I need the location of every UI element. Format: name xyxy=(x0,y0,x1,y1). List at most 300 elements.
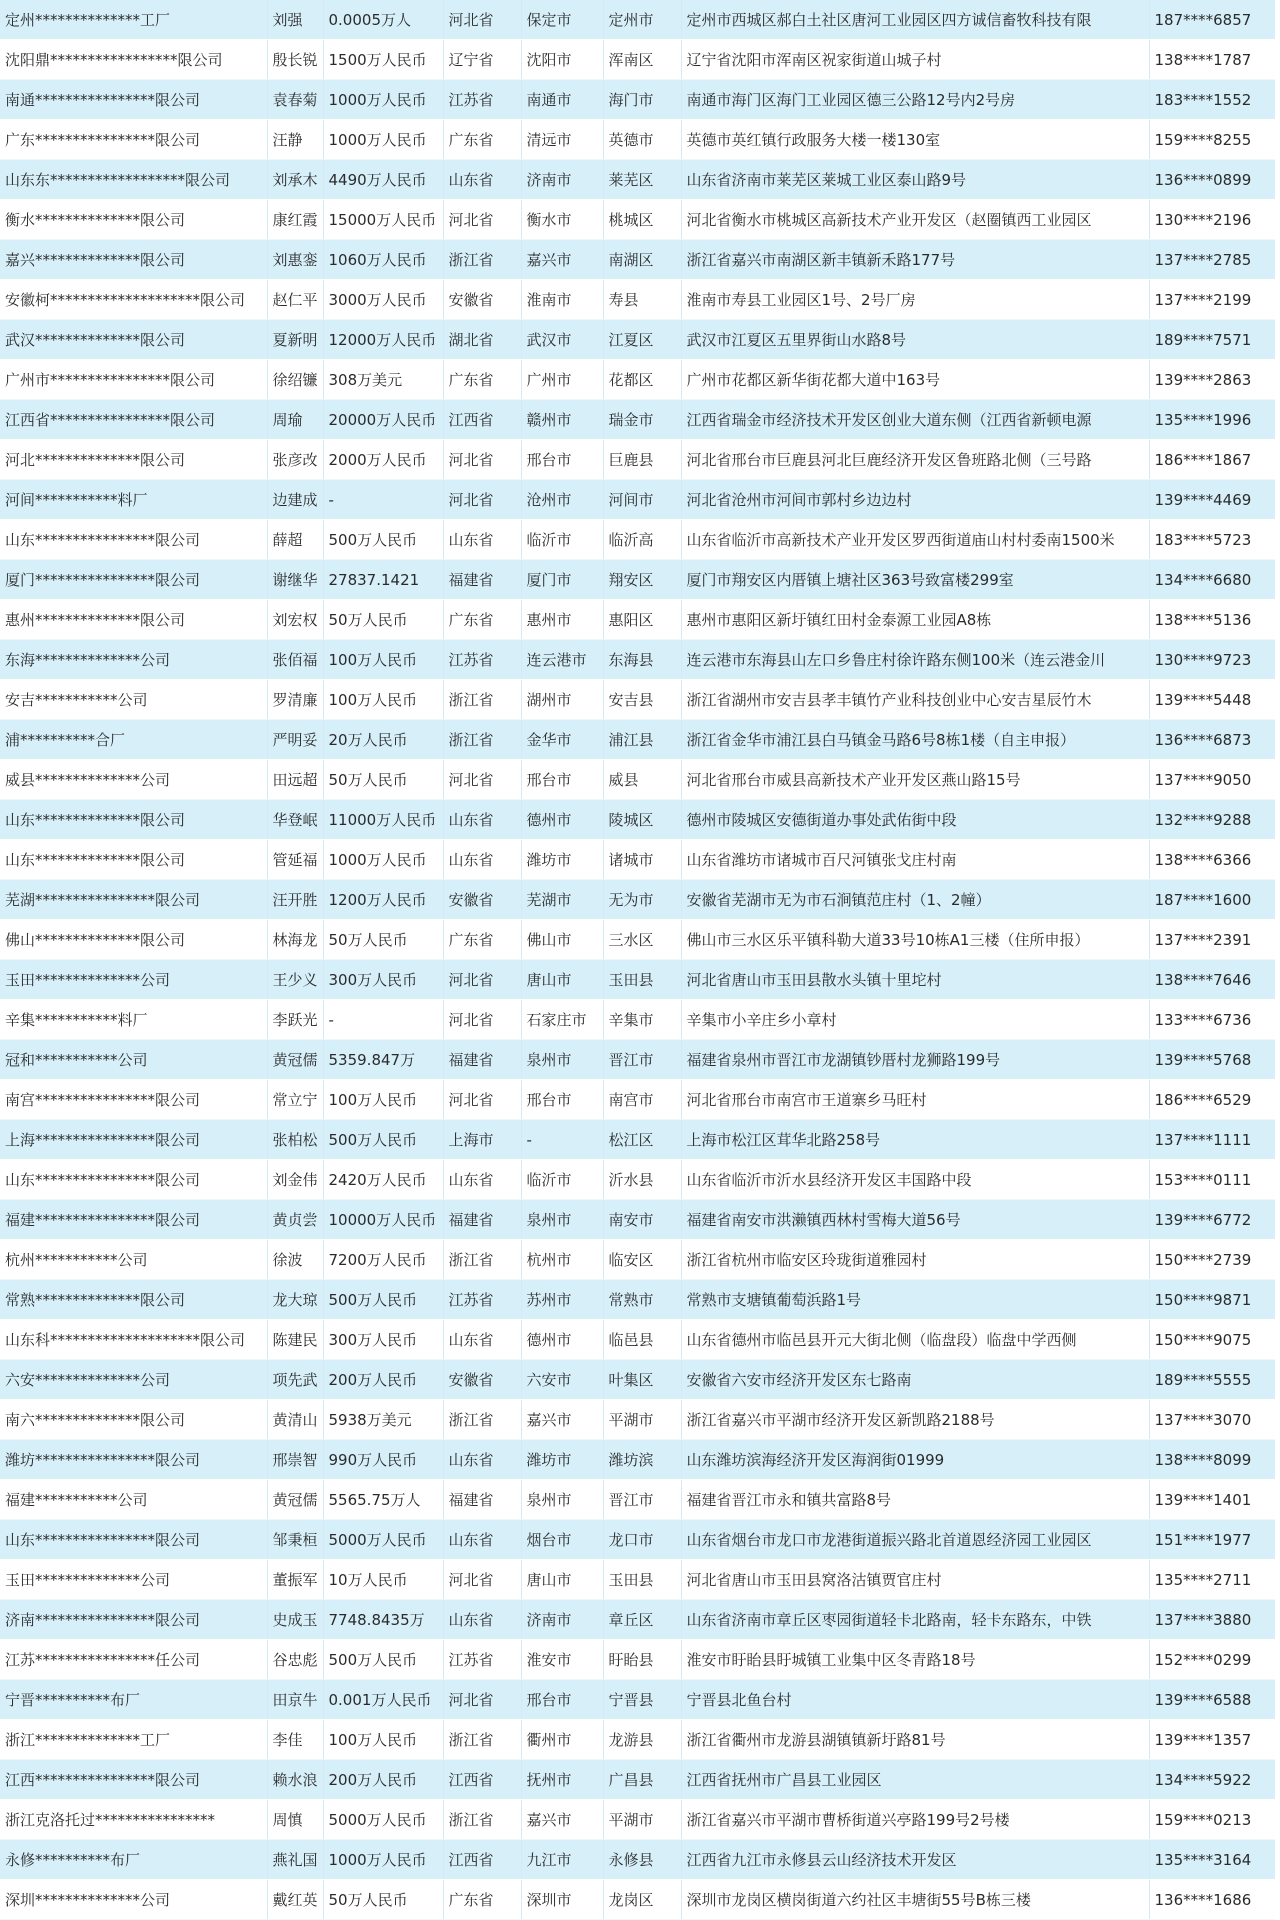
company-name-cell: 福建****************限公司 xyxy=(0,1200,267,1240)
city-cell: 苏州市 xyxy=(521,1280,603,1320)
phone-cell: 189****7571 xyxy=(1149,320,1275,360)
address-cell: 淮安市盱眙县盱城镇工业集中区冬青路18号 xyxy=(681,1640,1149,1680)
district-cell: 沂水县 xyxy=(603,1160,681,1200)
legal-person-cell: 黄冠儒 xyxy=(267,1040,323,1080)
phone-cell: 138****8099 xyxy=(1149,1440,1275,1480)
district-cell: 翔安区 xyxy=(603,560,681,600)
city-cell: 连云港市 xyxy=(521,640,603,680)
phone-cell: 137****1111 xyxy=(1149,1120,1275,1160)
table-row xyxy=(0,320,1275,360)
district-cell: 常熟市 xyxy=(603,1280,681,1320)
city-cell: 保定市 xyxy=(521,0,603,40)
table-row xyxy=(0,40,1275,80)
registered-capital-cell: 200万人民币 xyxy=(323,1760,443,1800)
registered-capital-cell: 308万美元 xyxy=(323,360,443,400)
address-cell: 河北省邢台市巨鹿县河北巨鹿经济开发区鲁班路北侧（三号路 xyxy=(681,440,1149,480)
province-cell: 浙江省 xyxy=(443,1800,521,1840)
city-cell: 清远市 xyxy=(521,120,603,160)
district-cell: 潍坊滨 xyxy=(603,1440,681,1480)
phone-cell: 137****9050 xyxy=(1149,760,1275,800)
registered-capital-cell: 10万人民币 xyxy=(323,1560,443,1600)
phone-cell: 183****1552 xyxy=(1149,80,1275,120)
table-row xyxy=(0,240,1275,280)
city-cell: 嘉兴市 xyxy=(521,1800,603,1840)
phone-cell: 187****6857 xyxy=(1149,0,1275,40)
phone-cell: 137****3070 xyxy=(1149,1400,1275,1440)
district-cell: 南湖区 xyxy=(603,240,681,280)
legal-person-cell: 赖水浪 xyxy=(267,1760,323,1800)
phone-cell: 183****5723 xyxy=(1149,520,1275,560)
phone-cell: 150****2739 xyxy=(1149,1240,1275,1280)
district-cell: 海门市 xyxy=(603,80,681,120)
city-cell: 湖州市 xyxy=(521,680,603,720)
company-name-cell: 安徽柯********************限公司 xyxy=(0,280,267,320)
legal-person-cell: 刘金伟 xyxy=(267,1160,323,1200)
table-row xyxy=(0,1880,1275,1920)
city-cell: 广州市 xyxy=(521,360,603,400)
province-cell: 广东省 xyxy=(443,1880,521,1920)
city-cell: 惠州市 xyxy=(521,600,603,640)
company-name-cell: 山东东******************限公司 xyxy=(0,160,267,200)
table-row xyxy=(0,1200,1275,1240)
company-name-cell: 杭州***********公司 xyxy=(0,1240,267,1280)
registered-capital-cell: 200万人民币 xyxy=(323,1360,443,1400)
city-cell: 南通市 xyxy=(521,80,603,120)
company-name-cell: 嘉兴**************限公司 xyxy=(0,240,267,280)
table-row xyxy=(0,1600,1275,1640)
district-cell: 东海县 xyxy=(603,640,681,680)
table-row xyxy=(0,280,1275,320)
province-cell: 河北省 xyxy=(443,1080,521,1120)
district-cell: 巨鹿县 xyxy=(603,440,681,480)
company-name-cell: 佛山**************限公司 xyxy=(0,920,267,960)
province-cell: 河北省 xyxy=(443,0,521,40)
legal-person-cell: 邹秉桓 xyxy=(267,1520,323,1560)
district-cell: 辛集市 xyxy=(603,1000,681,1040)
city-cell: 沈阳市 xyxy=(521,40,603,80)
address-cell: 福建省晋江市永和镇共富路8号 xyxy=(681,1480,1149,1520)
city-cell: 唐山市 xyxy=(521,1560,603,1600)
phone-cell: 132****9288 xyxy=(1149,800,1275,840)
province-cell: 浙江省 xyxy=(443,1720,521,1760)
registered-capital-cell: 12000万人民币 xyxy=(323,320,443,360)
phone-cell: 137****2391 xyxy=(1149,920,1275,960)
registered-capital-cell: 50万人民币 xyxy=(323,600,443,640)
phone-cell: 130****2196 xyxy=(1149,200,1275,240)
address-cell: 江西省抚州市广昌县工业园区 xyxy=(681,1760,1149,1800)
legal-person-cell: 严明妥 xyxy=(267,720,323,760)
table-row xyxy=(0,1040,1275,1080)
province-cell: 山东省 xyxy=(443,1320,521,1360)
province-cell: 山东省 xyxy=(443,840,521,880)
table-row xyxy=(0,1840,1275,1880)
phone-cell: 153****0111 xyxy=(1149,1160,1275,1200)
address-cell: 浙江省衢州市龙游县湖镇镇新圩路81号 xyxy=(681,1720,1149,1760)
address-cell: 山东省潍坊市诸城市百尺河镇张戈庄村南 xyxy=(681,840,1149,880)
province-cell: 江西省 xyxy=(443,1840,521,1880)
address-cell: 江西省瑞金市经济技术开发区创业大道东侧（江西省新顿电源 xyxy=(681,400,1149,440)
phone-cell: 187****1600 xyxy=(1149,880,1275,920)
registered-capital-cell: 100万人民币 xyxy=(323,640,443,680)
table-row xyxy=(0,800,1275,840)
legal-person-cell: 华登岷 xyxy=(267,800,323,840)
district-cell: 宁晋县 xyxy=(603,1680,681,1720)
table-row xyxy=(0,880,1275,920)
phone-cell: 139****4469 xyxy=(1149,480,1275,520)
table-row xyxy=(0,1520,1275,1560)
city-cell: 嘉兴市 xyxy=(521,240,603,280)
legal-person-cell: 谢继华 xyxy=(267,560,323,600)
company-name-cell: 安吉***********公司 xyxy=(0,680,267,720)
address-cell: 浙江省金华市浦江县白马镇金马路6号8栋1楼（自主申报） xyxy=(681,720,1149,760)
phone-cell: 159****0213 xyxy=(1149,1800,1275,1840)
registered-capital-cell: 2000万人民币 xyxy=(323,440,443,480)
registered-capital-cell: - xyxy=(323,480,443,520)
registered-capital-cell: 50万人民币 xyxy=(323,920,443,960)
table-row xyxy=(0,360,1275,400)
registered-capital-cell: 4490万人民币 xyxy=(323,160,443,200)
address-cell: 浙江省湖州市安吉县孝丰镇竹产业科技创业中心安吉星辰竹木 xyxy=(681,680,1149,720)
phone-cell: 130****9723 xyxy=(1149,640,1275,680)
address-cell: 浙江省嘉兴市平湖市经济开发区新凯路2188号 xyxy=(681,1400,1149,1440)
address-cell: 宁晋县北鱼台村 xyxy=(681,1680,1149,1720)
phone-cell: 138****7646 xyxy=(1149,960,1275,1000)
address-cell: 英德市英红镇行政服务大楼一楼130室 xyxy=(681,120,1149,160)
address-cell: 辛集市小辛庄乡小章村 xyxy=(681,1000,1149,1040)
legal-person-cell: 袁春菊 xyxy=(267,80,323,120)
registered-capital-cell: 50万人民币 xyxy=(323,760,443,800)
phone-cell: 136****1686 xyxy=(1149,1880,1275,1920)
city-cell: 淮南市 xyxy=(521,280,603,320)
address-cell: 浙江省杭州市临安区玲珑街道雅园村 xyxy=(681,1240,1149,1280)
province-cell: 河北省 xyxy=(443,440,521,480)
registered-capital-cell: 3000万人民币 xyxy=(323,280,443,320)
registered-capital-cell: 1000万人民币 xyxy=(323,120,443,160)
registered-capital-cell: 990万人民币 xyxy=(323,1440,443,1480)
district-cell: 南安市 xyxy=(603,1200,681,1240)
registered-capital-cell: 300万人民币 xyxy=(323,960,443,1000)
province-cell: 河北省 xyxy=(443,480,521,520)
table-row xyxy=(0,1080,1275,1120)
registered-capital-cell: 5938万美元 xyxy=(323,1400,443,1440)
company-name-cell: 南通****************限公司 xyxy=(0,80,267,120)
city-cell: 潍坊市 xyxy=(521,840,603,880)
phone-cell: 138****5136 xyxy=(1149,600,1275,640)
district-cell: 广昌县 xyxy=(603,1760,681,1800)
table-row xyxy=(0,1560,1275,1600)
district-cell: 安吉县 xyxy=(603,680,681,720)
table-row xyxy=(0,1480,1275,1520)
table-row xyxy=(0,1120,1275,1160)
district-cell: 莱芜区 xyxy=(603,160,681,200)
registered-capital-cell: 1500万人民币 xyxy=(323,40,443,80)
company-name-cell: 永修**********布厂 xyxy=(0,1840,267,1880)
registered-capital-cell: - xyxy=(323,1000,443,1040)
legal-person-cell: 徐波 xyxy=(267,1240,323,1280)
city-cell: 济南市 xyxy=(521,1600,603,1640)
company-name-cell: 冠和***********公司 xyxy=(0,1040,267,1080)
district-cell: 临安区 xyxy=(603,1240,681,1280)
address-cell: 河北省衡水市桃城区高新技术产业开发区（赵圈镇西工业园区 xyxy=(681,200,1149,240)
phone-cell: 139****6588 xyxy=(1149,1680,1275,1720)
province-cell: 湖北省 xyxy=(443,320,521,360)
address-cell: 浙江省嘉兴市平湖市曹桥街道兴亭路199号2号楼 xyxy=(681,1800,1149,1840)
phone-cell: 136****0899 xyxy=(1149,160,1275,200)
legal-person-cell: 田京牛 xyxy=(267,1680,323,1720)
district-cell: 花都区 xyxy=(603,360,681,400)
legal-person-cell: 田远超 xyxy=(267,760,323,800)
legal-person-cell: 周慎 xyxy=(267,1800,323,1840)
legal-person-cell: 陈建民 xyxy=(267,1320,323,1360)
city-cell: 杭州市 xyxy=(521,1240,603,1280)
city-cell: 九江市 xyxy=(521,1840,603,1880)
registered-capital-cell: 7200万人民币 xyxy=(323,1240,443,1280)
district-cell: 寿县 xyxy=(603,280,681,320)
city-cell: 芜湖市 xyxy=(521,880,603,920)
city-cell: 德州市 xyxy=(521,800,603,840)
phone-cell: 189****5555 xyxy=(1149,1360,1275,1400)
province-cell: 福建省 xyxy=(443,560,521,600)
province-cell: 河北省 xyxy=(443,1000,521,1040)
province-cell: 山东省 xyxy=(443,800,521,840)
province-cell: 江苏省 xyxy=(443,1640,521,1680)
registered-capital-cell: 300万人民币 xyxy=(323,1320,443,1360)
city-cell: 衢州市 xyxy=(521,1720,603,1760)
city-cell: 德州市 xyxy=(521,1320,603,1360)
table-row xyxy=(0,1400,1275,1440)
company-name-cell: 东海**************公司 xyxy=(0,640,267,680)
city-cell: 泉州市 xyxy=(521,1480,603,1520)
table-row xyxy=(0,1000,1275,1040)
company-name-cell: 江苏****************任公司 xyxy=(0,1640,267,1680)
table-row xyxy=(0,1280,1275,1320)
registered-capital-cell: 10000万人民币 xyxy=(323,1200,443,1240)
province-cell: 江苏省 xyxy=(443,80,521,120)
phone-cell: 186****6529 xyxy=(1149,1080,1275,1120)
table-row xyxy=(0,960,1275,1000)
city-cell: - xyxy=(521,1120,603,1160)
district-cell: 玉田县 xyxy=(603,1560,681,1600)
table-row xyxy=(0,80,1275,120)
phone-cell: 139****1401 xyxy=(1149,1480,1275,1520)
table-row xyxy=(0,760,1275,800)
phone-cell: 152****0299 xyxy=(1149,1640,1275,1680)
legal-person-cell: 徐绍镰 xyxy=(267,360,323,400)
company-name-cell: 玉田**************公司 xyxy=(0,960,267,1000)
registered-capital-cell: 500万人民币 xyxy=(323,1640,443,1680)
phone-cell: 186****1867 xyxy=(1149,440,1275,480)
table-row xyxy=(0,1440,1275,1480)
address-cell: 山东省济南市莱芜区莱城工业区泰山路9号 xyxy=(681,160,1149,200)
company-name-cell: 福建***********公司 xyxy=(0,1480,267,1520)
phone-cell: 137****2199 xyxy=(1149,280,1275,320)
company-name-cell: 深圳**************公司 xyxy=(0,1880,267,1920)
district-cell: 晋江市 xyxy=(603,1040,681,1080)
address-cell: 定州市西城区郝白土社区唐河工业园区四方诚信畜牧科技有限 xyxy=(681,0,1149,40)
address-cell: 德州市陵城区安德街道办事处武佑街中段 xyxy=(681,800,1149,840)
province-cell: 广东省 xyxy=(443,120,521,160)
city-cell: 泉州市 xyxy=(521,1200,603,1240)
address-cell: 山东省临沂市沂水县经济开发区丰国路中段 xyxy=(681,1160,1149,1200)
legal-person-cell: 薛超 xyxy=(267,520,323,560)
district-cell: 龙游县 xyxy=(603,1720,681,1760)
phone-cell: 150****9871 xyxy=(1149,1280,1275,1320)
address-cell: 山东潍坊滨海经济开发区海润街01999 xyxy=(681,1440,1149,1480)
legal-person-cell: 黄清山 xyxy=(267,1400,323,1440)
district-cell: 南宫市 xyxy=(603,1080,681,1120)
table-row xyxy=(0,1760,1275,1800)
table-row xyxy=(0,1160,1275,1200)
province-cell: 安徽省 xyxy=(443,880,521,920)
city-cell: 赣州市 xyxy=(521,400,603,440)
city-cell: 抚州市 xyxy=(521,1760,603,1800)
legal-person-cell: 刘惠銮 xyxy=(267,240,323,280)
company-name-cell: 沈阳鼎*****************限公司 xyxy=(0,40,267,80)
table-row xyxy=(0,1640,1275,1680)
phone-cell: 136****6873 xyxy=(1149,720,1275,760)
province-cell: 福建省 xyxy=(443,1200,521,1240)
district-cell: 惠阳区 xyxy=(603,600,681,640)
address-cell: 安徽省芜湖市无为市石涧镇范庄村（1、2幢） xyxy=(681,880,1149,920)
registered-capital-cell: 20000万人民币 xyxy=(323,400,443,440)
city-cell: 泉州市 xyxy=(521,1040,603,1080)
district-cell: 临邑县 xyxy=(603,1320,681,1360)
company-name-cell: 宁晋**********布厂 xyxy=(0,1680,267,1720)
city-cell: 金华市 xyxy=(521,720,603,760)
legal-person-cell: 边建成 xyxy=(267,480,323,520)
district-cell: 江夏区 xyxy=(603,320,681,360)
phone-cell: 151****1977 xyxy=(1149,1520,1275,1560)
table-row xyxy=(0,200,1275,240)
registered-capital-cell: 7748.8435万 xyxy=(323,1600,443,1640)
legal-person-cell: 龙大琼 xyxy=(267,1280,323,1320)
district-cell: 河间市 xyxy=(603,480,681,520)
legal-person-cell: 罗清廉 xyxy=(267,680,323,720)
registered-capital-cell: 27837.1421 xyxy=(323,560,443,600)
district-cell: 定州市 xyxy=(603,0,681,40)
district-cell: 诸城市 xyxy=(603,840,681,880)
table-row xyxy=(0,1360,1275,1400)
district-cell: 叶集区 xyxy=(603,1360,681,1400)
company-name-cell: 武汉**************限公司 xyxy=(0,320,267,360)
address-cell: 惠州市惠阳区新圩镇红田村金泰源工业园A8栋 xyxy=(681,600,1149,640)
company-name-cell: 广东****************限公司 xyxy=(0,120,267,160)
city-cell: 深圳市 xyxy=(521,1880,603,1920)
province-cell: 山东省 xyxy=(443,1440,521,1480)
registered-capital-cell: 500万人民币 xyxy=(323,1280,443,1320)
province-cell: 广东省 xyxy=(443,920,521,960)
company-name-cell: 南宫****************限公司 xyxy=(0,1080,267,1120)
phone-cell: 139****6772 xyxy=(1149,1200,1275,1240)
address-cell: 山东省德州市临邑县开元大街北侧（临盘段）临盘中学西侧 xyxy=(681,1320,1149,1360)
phone-cell: 137****2785 xyxy=(1149,240,1275,280)
city-cell: 邢台市 xyxy=(521,1680,603,1720)
registered-capital-cell: 15000万人民币 xyxy=(323,200,443,240)
legal-person-cell: 史成玉 xyxy=(267,1600,323,1640)
company-name-cell: 江西省****************限公司 xyxy=(0,400,267,440)
city-cell: 济南市 xyxy=(521,160,603,200)
phone-cell: 137****3880 xyxy=(1149,1600,1275,1640)
province-cell: 山东省 xyxy=(443,520,521,560)
province-cell: 河北省 xyxy=(443,960,521,1000)
company-name-cell: 山东**************限公司 xyxy=(0,840,267,880)
address-cell: 常熟市支塘镇葡萄浜路1号 xyxy=(681,1280,1149,1320)
company-name-cell: 浦**********合厂 xyxy=(0,720,267,760)
table-row xyxy=(0,0,1275,40)
registered-capital-cell: 5359.847万 xyxy=(323,1040,443,1080)
city-cell: 潍坊市 xyxy=(521,1440,603,1480)
phone-cell: 135****1996 xyxy=(1149,400,1275,440)
registered-capital-cell: 1000万人民币 xyxy=(323,1840,443,1880)
district-cell: 三水区 xyxy=(603,920,681,960)
district-cell: 松江区 xyxy=(603,1120,681,1160)
address-cell: 河北省邢台市南宫市王道寨乡马旺村 xyxy=(681,1080,1149,1120)
legal-person-cell: 刘宏权 xyxy=(267,600,323,640)
address-cell: 江西省九江市永修县云山经济技术开发区 xyxy=(681,1840,1149,1880)
address-cell: 连云港市东海县山左口乡鲁庄村徐许路东侧100米（连云港金川 xyxy=(681,640,1149,680)
table-row xyxy=(0,1320,1275,1360)
province-cell: 安徽省 xyxy=(443,280,521,320)
address-cell: 武汉市江夏区五里界街山水路8号 xyxy=(681,320,1149,360)
province-cell: 河北省 xyxy=(443,1560,521,1600)
registered-capital-cell: 20万人民币 xyxy=(323,720,443,760)
company-name-cell: 浙江克洛托过**************** xyxy=(0,1800,267,1840)
table-row xyxy=(0,480,1275,520)
legal-person-cell: 林海龙 xyxy=(267,920,323,960)
registered-capital-cell: 100万人民币 xyxy=(323,680,443,720)
address-cell: 深圳市龙岗区横岗街道六约社区丰塘街55号B栋三楼 xyxy=(681,1880,1149,1920)
company-name-cell: 山东科********************限公司 xyxy=(0,1320,267,1360)
legal-person-cell: 董振军 xyxy=(267,1560,323,1600)
province-cell: 广东省 xyxy=(443,360,521,400)
province-cell: 浙江省 xyxy=(443,240,521,280)
province-cell: 浙江省 xyxy=(443,1400,521,1440)
address-cell: 河北省唐山市玉田县窝洛沽镇贾官庄村 xyxy=(681,1560,1149,1600)
table-row xyxy=(0,1680,1275,1720)
district-cell: 无为市 xyxy=(603,880,681,920)
address-cell: 淮南市寿县工业园区1号、2号厂房 xyxy=(681,280,1149,320)
province-cell: 江西省 xyxy=(443,1760,521,1800)
legal-person-cell: 周瑜 xyxy=(267,400,323,440)
company-name-cell: 厦门****************限公司 xyxy=(0,560,267,600)
province-cell: 安徽省 xyxy=(443,1360,521,1400)
legal-person-cell: 邢崇智 xyxy=(267,1440,323,1480)
registered-capital-cell: 0.0005万人 xyxy=(323,0,443,40)
address-cell: 福建省泉州市晋江市龙湖镇钞厝村龙狮路199号 xyxy=(681,1040,1149,1080)
phone-cell: 135****2711 xyxy=(1149,1560,1275,1600)
legal-person-cell: 常立宁 xyxy=(267,1080,323,1120)
phone-cell: 133****6736 xyxy=(1149,1000,1275,1040)
phone-cell: 159****8255 xyxy=(1149,120,1275,160)
legal-person-cell: 殷长锐 xyxy=(267,40,323,80)
address-cell: 河北省沧州市河间市郭村乡边边村 xyxy=(681,480,1149,520)
city-cell: 嘉兴市 xyxy=(521,1400,603,1440)
legal-person-cell: 汪开胜 xyxy=(267,880,323,920)
legal-person-cell: 项先武 xyxy=(267,1360,323,1400)
city-cell: 临沂市 xyxy=(521,520,603,560)
province-cell: 河北省 xyxy=(443,760,521,800)
table-row xyxy=(0,840,1275,880)
city-cell: 邢台市 xyxy=(521,440,603,480)
company-name-cell: 河间***********料厂 xyxy=(0,480,267,520)
district-cell: 龙岗区 xyxy=(603,1880,681,1920)
company-name-cell: 山东****************限公司 xyxy=(0,1160,267,1200)
legal-person-cell: 张彦改 xyxy=(267,440,323,480)
province-cell: 山东省 xyxy=(443,1520,521,1560)
company-name-cell: 芜湖****************限公司 xyxy=(0,880,267,920)
address-cell: 河北省邢台市威县高新技术产业开发区燕山路15号 xyxy=(681,760,1149,800)
district-cell: 章丘区 xyxy=(603,1600,681,1640)
